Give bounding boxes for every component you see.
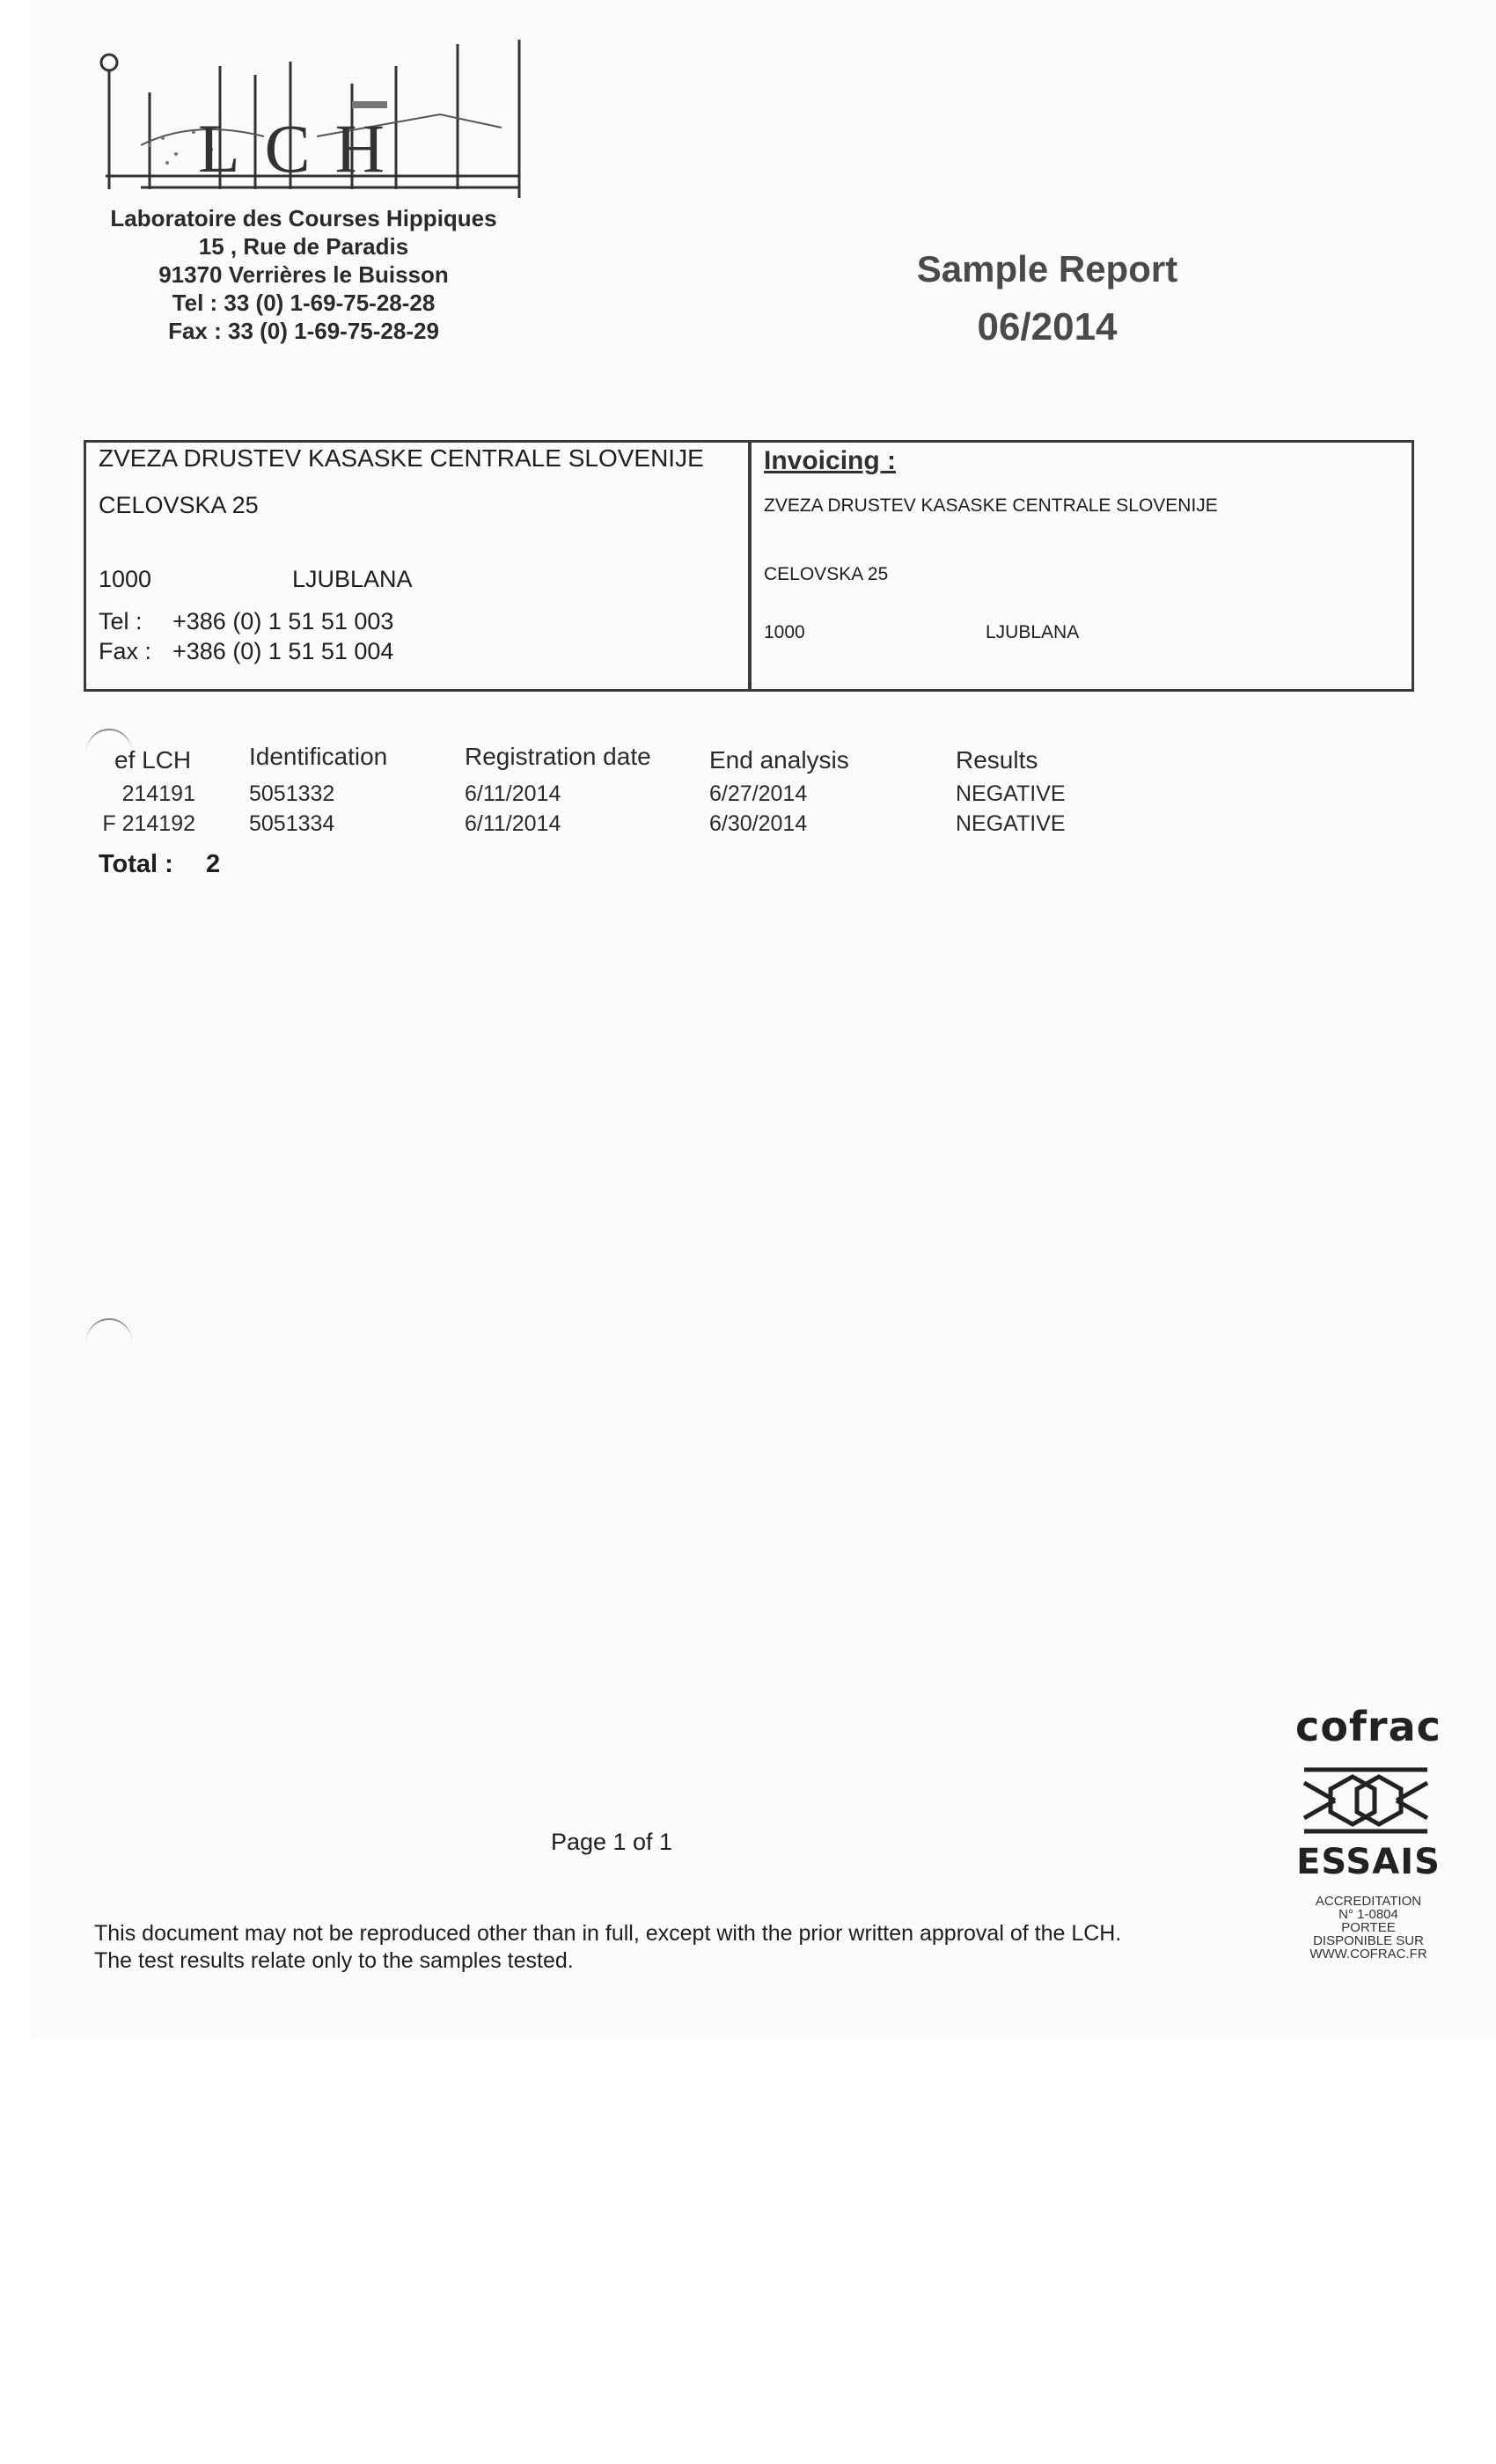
client-city: LJUBLANA	[292, 566, 413, 592]
client-tel-label: Tel :	[99, 608, 143, 634]
disclaimer-line-1: This document may not be reproduced other than in full, except with the prior written approval of the LCH.	[94, 1921, 1122, 1946]
client-street: CELOVSKA 25	[99, 492, 259, 518]
header-identification: Identification	[249, 743, 388, 770]
client-zip: 1000	[99, 566, 152, 592]
row-1-ref: 214191	[121, 781, 195, 806]
cofrac-category: ESSAIS	[1296, 1842, 1441, 1882]
cofrac-line-3: PORTEE	[1341, 1920, 1396, 1935]
cofrac-details	[1280, 1895, 1456, 1961]
total-value: 2	[206, 850, 221, 878]
header-results: Results	[956, 746, 1038, 774]
client-fax	[99, 638, 393, 665]
invoicing-zip: 1000	[764, 622, 805, 642]
page-number: Page 1 of 1	[550, 1829, 673, 1855]
client-fax-value: +386 (0) 1 51 51 004	[172, 638, 394, 664]
client-name: ZVEZA DRUSTEV KASASKE CENTRALE SLOVENIJE	[99, 444, 704, 472]
cofrac-line-4: DISPONIBLE SUR	[1313, 1933, 1424, 1948]
row-2-result: NEGATIVE	[956, 811, 1066, 836]
lab-fax: Fax : 33 (0) 1-69-75-28-29	[168, 318, 439, 344]
cofrac-line-2: N° 1-0804	[1338, 1907, 1398, 1922]
total-label: Total :	[99, 850, 173, 878]
row-1-registration: 6/11/2014	[465, 781, 561, 806]
lab-address	[88, 204, 519, 345]
client-fax-label: Fax :	[99, 638, 152, 664]
client-tel	[99, 608, 393, 635]
report-period: 06/2014	[977, 305, 1118, 348]
row-1-end-analysis: 6/27/2014	[709, 781, 808, 806]
punch-hole-mark	[86, 1318, 132, 1366]
invoicing-name: ZVEZA DRUSTEV KASASKE CENTRALE SLOVENIJE	[764, 495, 1218, 516]
cofrac-mark-icon	[1300, 1761, 1432, 1840]
lab-street: 15 , Rue de Paradis	[198, 233, 409, 260]
client-address-box	[84, 440, 751, 692]
row-1-identification: 5051332	[249, 781, 335, 806]
row-1-result: NEGATIVE	[956, 781, 1066, 806]
client-tel-value: +386 (0) 1 51 51 003	[172, 608, 394, 634]
row-2-end-analysis: 6/30/2014	[709, 811, 808, 836]
lab-tel: Tel : 33 (0) 1-69-75-28-28	[172, 290, 436, 316]
invoicing-heading: Invoicing :	[764, 446, 896, 475]
invoicing-address-box	[749, 440, 1414, 692]
invoicing-city: LJUBLANA	[986, 622, 1080, 642]
row-2-identification: 5051334	[249, 811, 335, 836]
lab-city: 91370 Verrières le Buisson	[158, 261, 449, 288]
invoicing-street: CELOVSKA 25	[764, 564, 889, 584]
row-2-ref: F 214192	[102, 811, 195, 836]
lab-name: Laboratoire des Courses Hippiques	[110, 205, 497, 231]
cofrac-line-5: WWW.COFRAC.FR	[1309, 1947, 1427, 1962]
lch-logo	[88, 40, 528, 198]
header-end-analysis: End analysis	[709, 746, 849, 774]
report-title: Sample Report	[916, 248, 1178, 290]
header-registration-date: Registration date	[465, 743, 651, 770]
cofrac-brand: cofrac	[1295, 1703, 1441, 1750]
disclaimer-line-2: The test results relate only to the samples tested.	[94, 1948, 574, 1973]
cofrac-line-1: ACCREDITATION	[1315, 1894, 1422, 1909]
row-2-registration: 6/11/2014	[465, 811, 561, 836]
logo-text: LCH	[198, 110, 409, 187]
disclaimer	[94, 1920, 1121, 1975]
header-ref-lch: ef LCH	[114, 746, 192, 774]
